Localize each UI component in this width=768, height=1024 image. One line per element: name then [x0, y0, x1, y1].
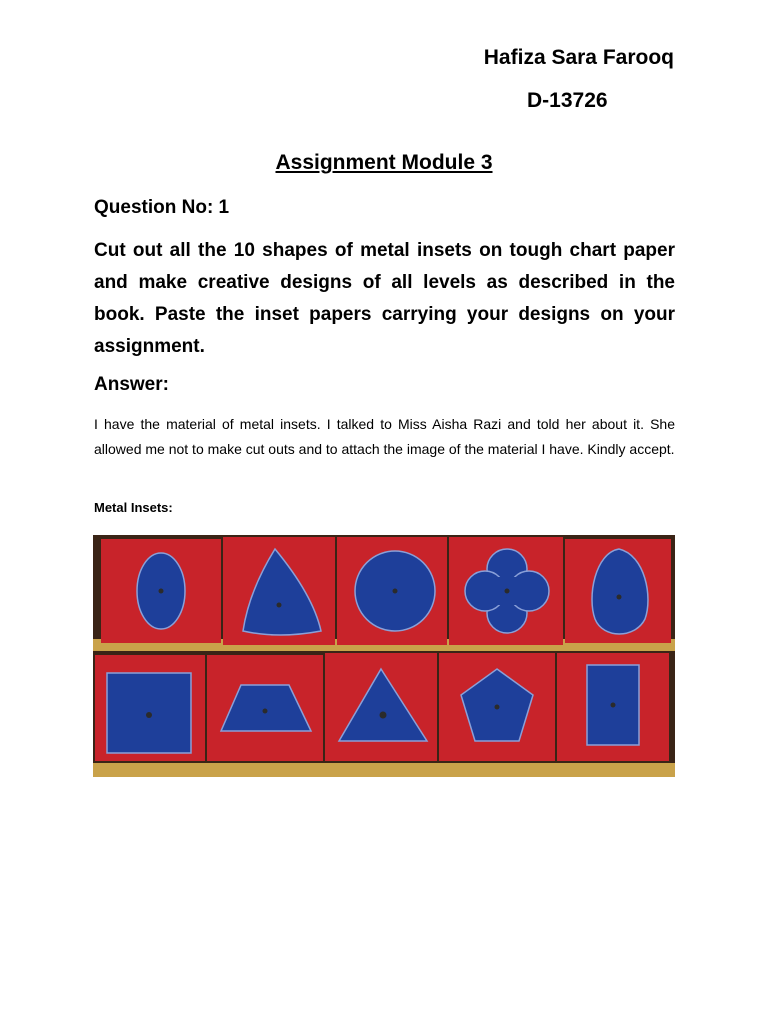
top-row [101, 537, 671, 645]
page-title [0, 151, 768, 175]
bottom-row [95, 653, 669, 761]
figure-caption: Metal Insets: [94, 500, 173, 515]
page-title-text: Assignment Module 3 [275, 151, 493, 174]
author-name: Hafiza Sara Farooq [483, 46, 674, 69]
metal-insets-illustration [93, 535, 675, 777]
student-id: D-13726 [527, 89, 608, 112]
answer-label: Answer: [94, 374, 169, 395]
metal-insets-photo [93, 535, 675, 777]
tray-rail-bottom [93, 763, 675, 777]
answer-text: I have the material of metal insets. I talked to Miss Aisha Razi and told her about it. She allowed me not to make cut outs and to attach the image of the material I have. Kindly accept. [94, 416, 675, 457]
question-text: Cut out all the 10 shapes of metal insets on tough chart paper and make creative designs of all levels as described in the book. Paste the inset papers carrying your designs on your assignment. [94, 240, 675, 357]
question-number: Question No: 1 [94, 197, 230, 218]
